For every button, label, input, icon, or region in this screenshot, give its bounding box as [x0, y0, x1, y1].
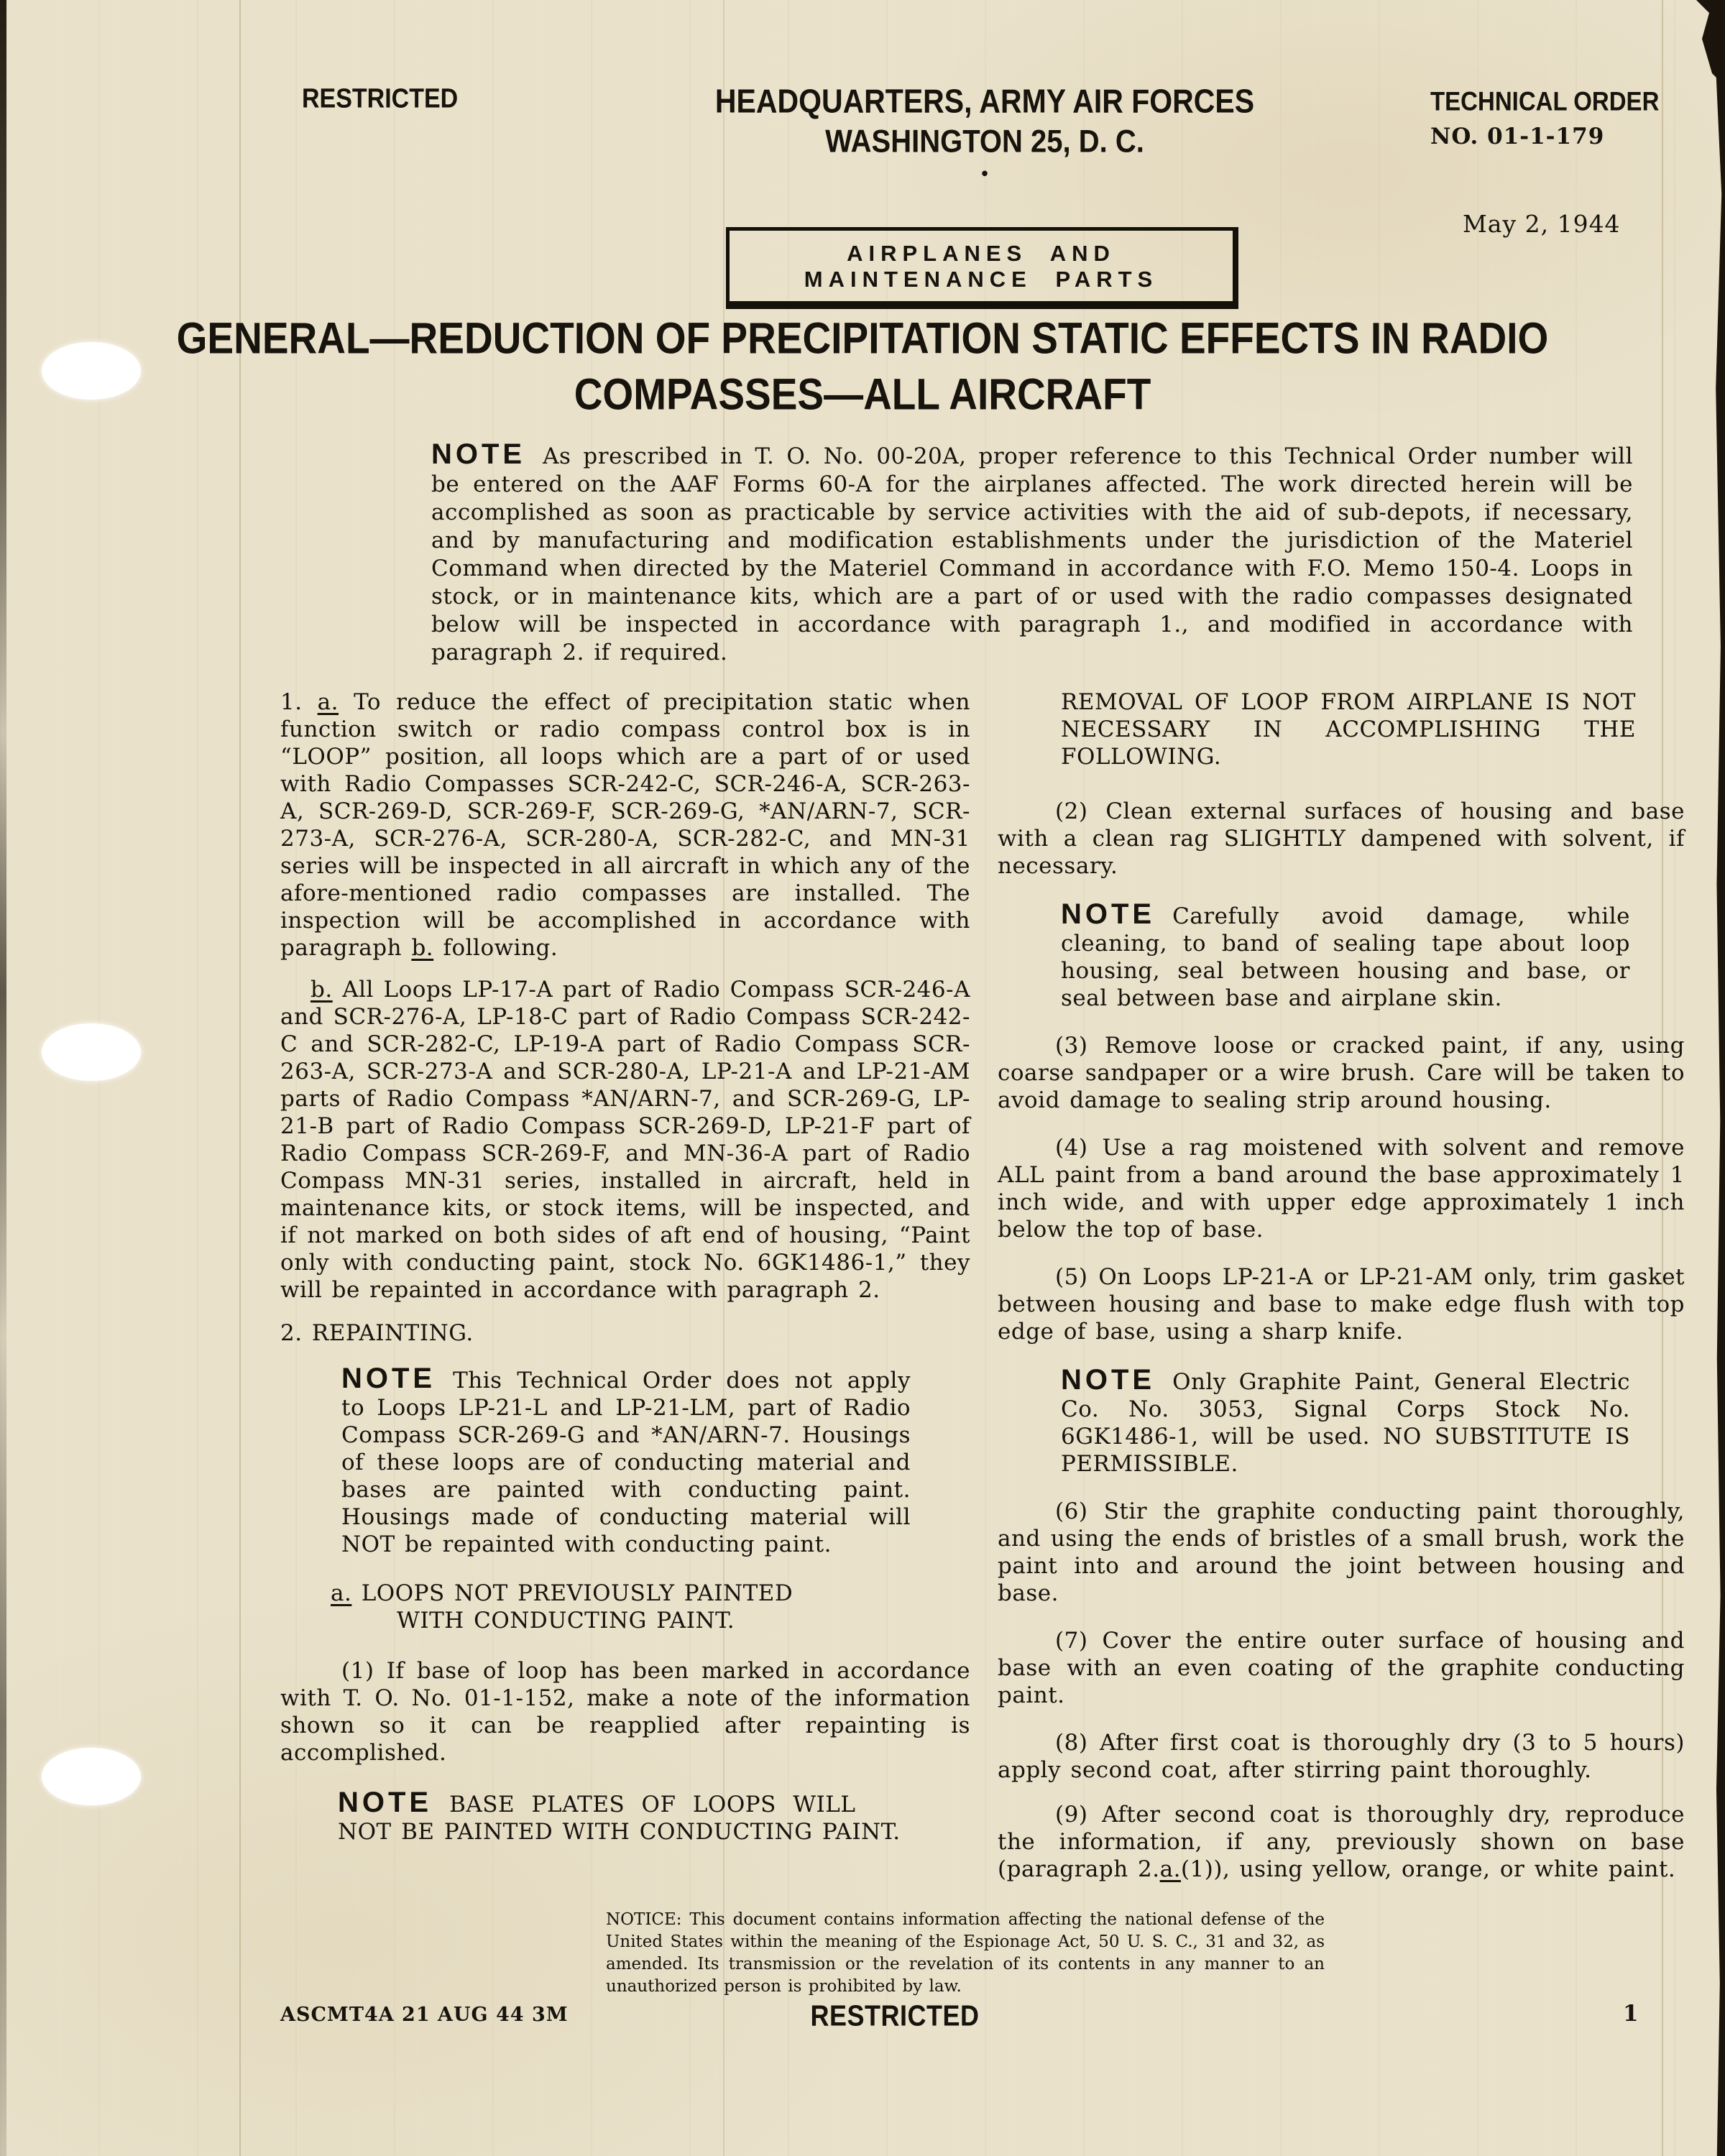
scan-edge-left [0, 0, 6, 2156]
heading-2a [331, 1580, 970, 1634]
document-title [108, 315, 1617, 417]
note-cleaning [1061, 900, 1630, 1012]
paragraph-2a1: (1) If base of loop has been marked in accordance with T. O. No. 01-1-152, make a note of the information shown so it can be reapplied after repainting is accomplished. [280, 1658, 970, 1766]
paragraph-4: (4) Use a rag moistened with solvent and remove ALL paint from a band around the base approximately 1 inch wide, and with upper edge approximately 1 inch below the top of base. [998, 1135, 1685, 1243]
paragraph-5: (5) On Loops LP-21-A or LP-21-AM only, trim gasket between housing and base to make edge flush with top edge of base, using a sharp knife. [998, 1264, 1685, 1345]
scan-edge-right [1714, 0, 1725, 2156]
paragraph-2: (2) Clean external surfaces of housing and base with a clean rag SLIGHTLY dampened with solvent, if necessary. [998, 798, 1685, 879]
removal-statement: REMOVAL OF LOOP FROM AIRPLANE IS NOT NECESSARY IN ACCOMPLISHING THE FOLLOWING. [1061, 689, 1636, 770]
org-line1: HEADQUARTERS, ARMY AIR FORCES [714, 83, 1255, 120]
note-graphite-paint [1061, 1365, 1630, 1478]
org-line2: WASHINGTON 25, D. C. [825, 124, 1144, 160]
note-label: NOTE [341, 1363, 436, 1394]
title-line1: GENERAL—REDUCTION OF PRECIPITATION STATIC EFFECTS IN RADIO [176, 313, 1549, 363]
espionage-notice: NOTICE: This document contains information affecting the national defense of the United States within the meaning of the Espionage Act, 50 U. S. C., 31 and 32, as amended. Its transmission or the revelation of its contents in any manner to an unauthorized person is prohibited by law. [606, 1910, 1325, 1996]
heading-repainting: 2. REPAINTING. [280, 1320, 474, 1346]
technical-order-block [1430, 88, 1659, 149]
title-line2: COMPASSES—ALL AIRCRAFT [574, 369, 1151, 419]
technical-order-label: TECHNICAL ORDER [1430, 86, 1660, 116]
note-text-line1: BASE PLATES OF LOOPS WILL [449, 1792, 856, 1818]
heading-2a-line1: a. LOOPS NOT PREVIOUSLY PAINTED [331, 1580, 794, 1606]
note-label: NOTE [1061, 1364, 1156, 1396]
intro-note [431, 440, 1633, 667]
note-base-plates [338, 1788, 917, 1846]
paragraph-9: (9) After second coat is thoroughly dry, reproduce the information, if any, previously shown on base (paragraph 2.a.(1)), using yellow, orange, or white paint. [998, 1802, 1685, 1882]
note-text: Carefully avoid damage, while cleaning, to band of sealing tape about loop housing, seal between housing and base, or seal between base and airplane skin. [1061, 903, 1630, 1011]
note-label: NOTE [338, 1787, 433, 1818]
category-box [726, 227, 1238, 309]
intro-note-text: As prescribed in T. O. No. 00-20A, proper reference to this Technical Order number will be entered on the AAF Forms 60-A for the airplanes affected. The work directed herein will be accomplished as soon as practicable by service activities with the aid of sub-depots, if necessary, and by manufacturing and modification establishments under the jurisdiction of the Materiel Command when directed by the Materiel Command in accordance with F.O. Memo 150-4. Loops in stock, or in maintenance kits, which are a part of or used with the radio compasses designated below will be inspected in accordance with paragraph 1., and modified in accordance with paragraph 2. if required. [431, 443, 1633, 665]
punch-hole [42, 1748, 141, 1805]
punch-hole [42, 1023, 141, 1081]
paragraph-7: (7) Cover the entire outer surface of housing and base with an even coating of the graphite conducting paint. [998, 1628, 1685, 1708]
right-column [998, 688, 1685, 1883]
note-label: NOTE [1061, 898, 1156, 930]
classification-banner-bottom: RESTRICTED [810, 1999, 980, 2032]
note-repaint-scope [341, 1364, 911, 1558]
left-column [280, 688, 970, 1846]
paragraph-1b: b. All Loops LP-17-A part of Radio Compass SCR-246-A and SCR-276-A, LP-18-C part of Radio Compass SCR-242-C and SCR-282-C, LP-19-A part of Radio Compass SCR-263-A, SCR-273-A and SCR-280-A, LP-21-A and LP-21-AM parts of Radio Compass *AN/ARN-7, and SCR-269-G, LP-21-B part of Radio Compass SCR-269-D, LP-21-F part of Radio Compass SCR-269-F, and MN-36-A part of Radio Compass MN-31 series, installed in aircraft, held in maintenance kits, or stock items, will be inspected, and if not marked on both sides of aft end of housing, “Paint only with conducting paint, stock No. 6GK1486-1,” they will be repainted in accordance with paragraph 2. [280, 977, 970, 1303]
paragraph-6: (6) Stir the graphite conducting paint thoroughly, and using the ends of bristles of a small brush, work the paint into and around the joint between housing and base. [998, 1498, 1685, 1606]
note-text-line2: NOT BE PAINTED WITH CONDUCTING PAINT. [338, 1819, 901, 1845]
heading-2a-line2: WITH CONDUCTING PAINT. [397, 1608, 735, 1634]
classification-label: RESTRICTED [302, 83, 459, 114]
page-number: 1 [1623, 2001, 1639, 2027]
issue-date: May 2, 1944 [1463, 210, 1621, 238]
header-bullet: • [979, 164, 990, 185]
note-text: Only Graphite Paint, General Electric Co. No. 3053, Signal Corps Stock No. 6GK1486-1, will be used. NO SUBSTITUTE IS PERMISSIBLE. [1061, 1369, 1630, 1477]
classification-banner-top [302, 85, 458, 113]
paragraph-1a: 1. a. To reduce the effect of precipitation static when function switch or radio compass control box is in “LOOP” position, all loops which are a part of or used with Radio Compasses SCR-242-C, SCR-246-A, SCR-263-A, SCR-269-D, SCR-269-F, SCR-269-G, *AN/ARN-7, SCR-273-A, SCR-276-A, SCR-280-A, SCR-282-C, and MN-31 series will be inspected in all aircraft in which any of the afore-mentioned radio compasses are installed. The inspection will be accomplished in accordance with paragraph b. following. [280, 689, 970, 961]
technical-order-number: NO. 01-1-179 [1430, 124, 1605, 149]
note-text: This Technical Order does not apply to Loops LP-21-L and LP-21-LM, part of Radio Compass SCR-269-G and *AN/ARN-7. Housings of these loops are of conducting material and bases are painted with conducting paint. Housings made of conducting material will NOT be repainted with conducting paint. [341, 1368, 911, 1557]
paragraph-8: (8) After first coat is thoroughly dry (3 to 5 hours) apply second coat, after stirring paint thoroughly. [998, 1730, 1685, 1783]
note-label: NOTE [431, 438, 526, 470]
footer-print-code: ASCMT4A 21 AUG 44 3M [280, 2004, 569, 2026]
corner-tear [1696, 0, 1725, 86]
category-box-label: AIRPLANES AND MAINTENANCE PARTS [804, 241, 1159, 292]
header-org-block [647, 85, 1322, 185]
paragraph-3: (3) Remove loose or cracked paint, if any, using coarse sandpaper or a wire brush. Care will be taken to avoid damage to sealing strip around housing. [998, 1033, 1685, 1113]
